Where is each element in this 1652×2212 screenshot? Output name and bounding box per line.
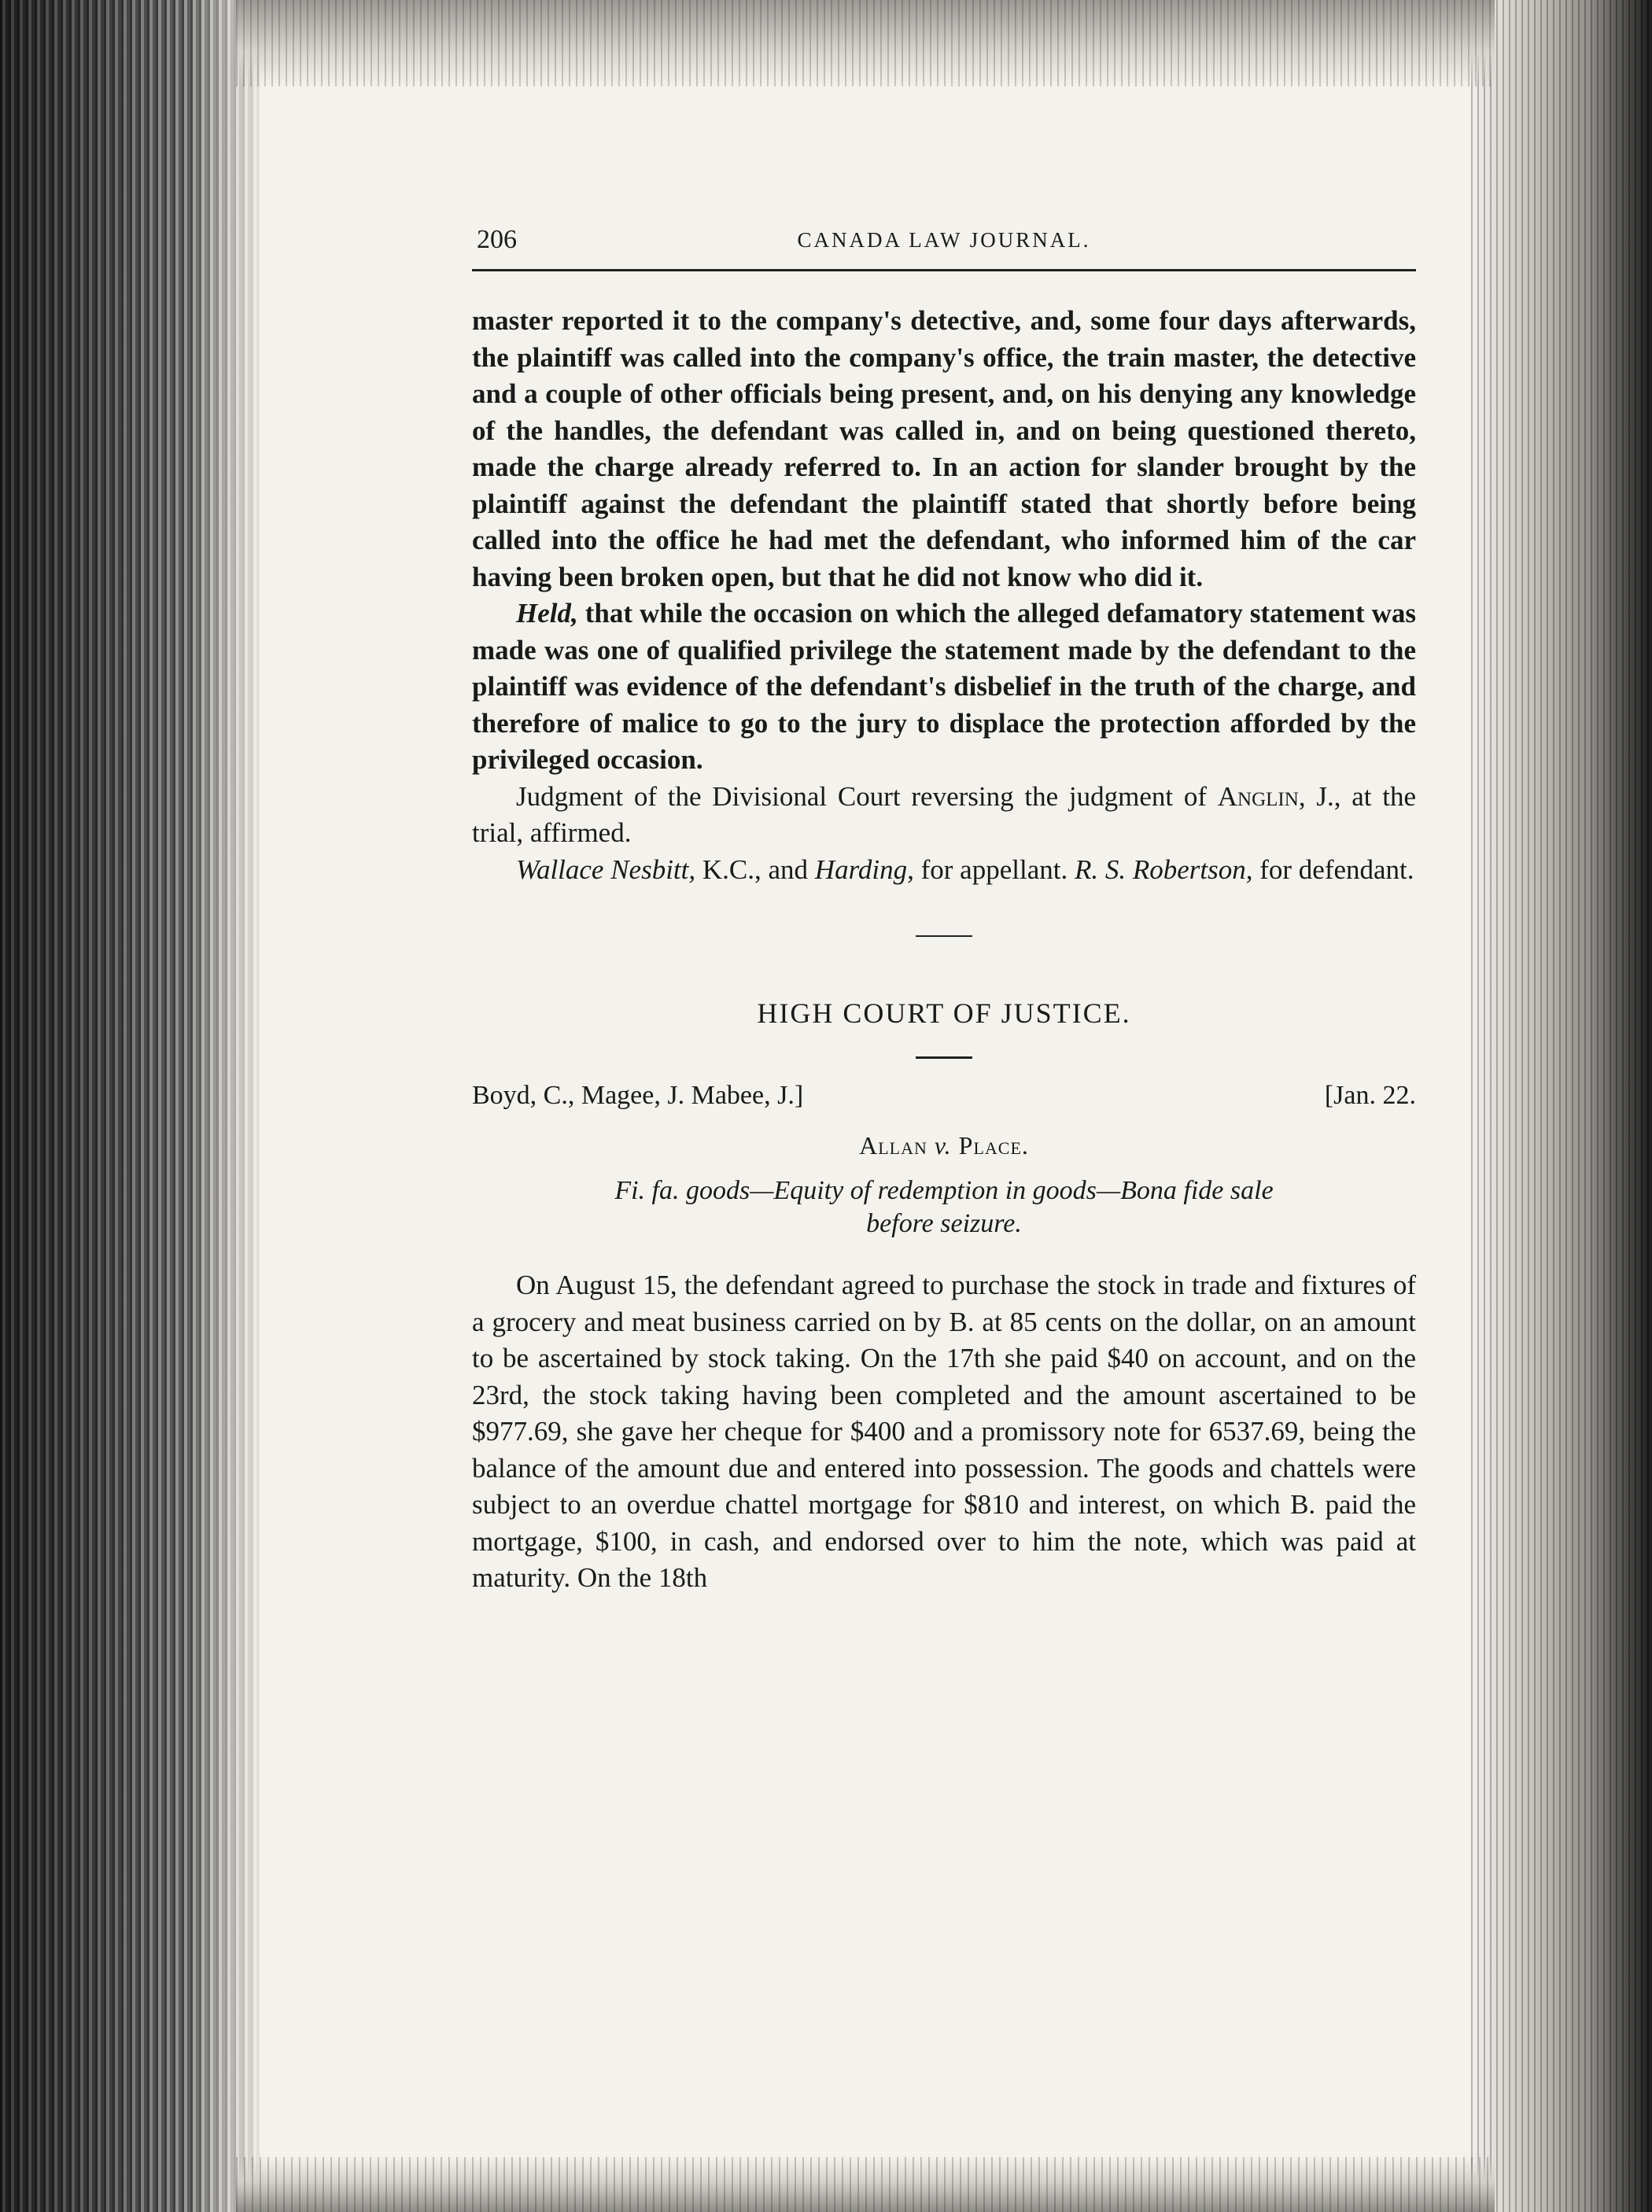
- section-divider-rule: [916, 935, 972, 937]
- journal-page: [472, 220, 1416, 1597]
- page-edge-right: [1471, 0, 1652, 2212]
- counsel-name-harding: Harding,: [814, 853, 914, 885]
- counsel-text-appellant: for appellant.: [913, 853, 1075, 885]
- page-edge-top: [236, 0, 1495, 87]
- section-title-rule: [916, 1056, 972, 1059]
- judgment-judge-name: Anglin: [1217, 780, 1299, 812]
- case-body-paragraph: On August 15, the defendant agreed to purchase the stock in trade and fixtures of a grocery and meat business carried on by B. at 85 cents on the dollar, on an amount to be ascertained by stock taking. On the 17th she paid $40 on account, and on the 23rd, the stock taking having been completed and the amount ascertained to be $977.69, she gave her cheque for $400 and a promissory note for 6537.69, being the balance of the amount due and entered into possession. The goods and chattels were subject to an overdue chattel mortgage for $810 and interest, on which B. paid the mortgage, $100, in cash, and endorsed over to him the note, which was paid at maturity. On the 18th: [472, 1270, 1416, 1593]
- judges-list: Boyd, C., Magee, J. Mabee, J.]: [472, 1081, 804, 1110]
- counsel-paragraph: [472, 852, 1416, 889]
- counsel-name-robertson: R. S. Robertson,: [1074, 853, 1253, 885]
- header-rule: [472, 269, 1416, 271]
- case-date: [Jan. 22.: [1324, 1081, 1416, 1110]
- headnote-line-2: before seizure.: [866, 1209, 1022, 1238]
- case-name-plaintiff: Allan: [859, 1131, 927, 1159]
- page-edge-bottom: [236, 2157, 1495, 2212]
- section-title: HIGH COURT OF JUSTICE.: [757, 997, 1131, 1029]
- case-name-defendant: Place.: [958, 1131, 1029, 1159]
- headnote-line-1: Fi. fa. goods—Equity of redemption in goods—Bona fide sale: [614, 1176, 1274, 1205]
- held-text: that while the occasion on which the alleged defamatory statement was made was one of qualified privilege the statement made by the defendant to the plaintiff was evidence of the defendant's disbelief in the truth of the charge, and therefore of malice to go to the jury to displace the protection afforded by the privileged occasion.: [472, 598, 1416, 775]
- case-name: [472, 1131, 1416, 1160]
- held-paragraph: [472, 595, 1416, 779]
- judgment-text-start: Judgment of the Divisional Court reversing the judgment of: [516, 780, 1218, 812]
- journal-title: CANADA LAW JOURNAL.: [797, 228, 1091, 252]
- running-head: [472, 220, 1416, 267]
- judges-line: [472, 1081, 1416, 1120]
- held-label: Held,: [516, 598, 578, 629]
- case-paragraph-continued: master reported it to the company's detective, and, some four days afterwards, the plaintiff was called into the company's office, the train master, the detective and a couple of other officials being present, and, on his denying any knowledge of the handles, the defendant was called in, and on being questioned thereto, made the charge already referred to. In an action for slander brought by the plaintiff against the defendant the plaintiff stated that shortly before being called into the office he had met the defendant, who informed him of the car having been broken open, but that he did not know who did it.: [472, 305, 1416, 592]
- book-binding-shadow: [0, 0, 260, 2212]
- judgment-paragraph: [472, 779, 1416, 852]
- counsel-text-defendant: for defendant.: [1252, 853, 1414, 885]
- page-number: 206: [477, 225, 517, 254]
- counsel-name-nesbitt: Wallace Nesbitt,: [516, 853, 696, 885]
- counsel-text-kc: K.C., and: [695, 853, 815, 885]
- judgment-text-end: , J., at the trial, affirmed.: [472, 780, 1417, 848]
- case-name-versus: v.: [927, 1131, 959, 1159]
